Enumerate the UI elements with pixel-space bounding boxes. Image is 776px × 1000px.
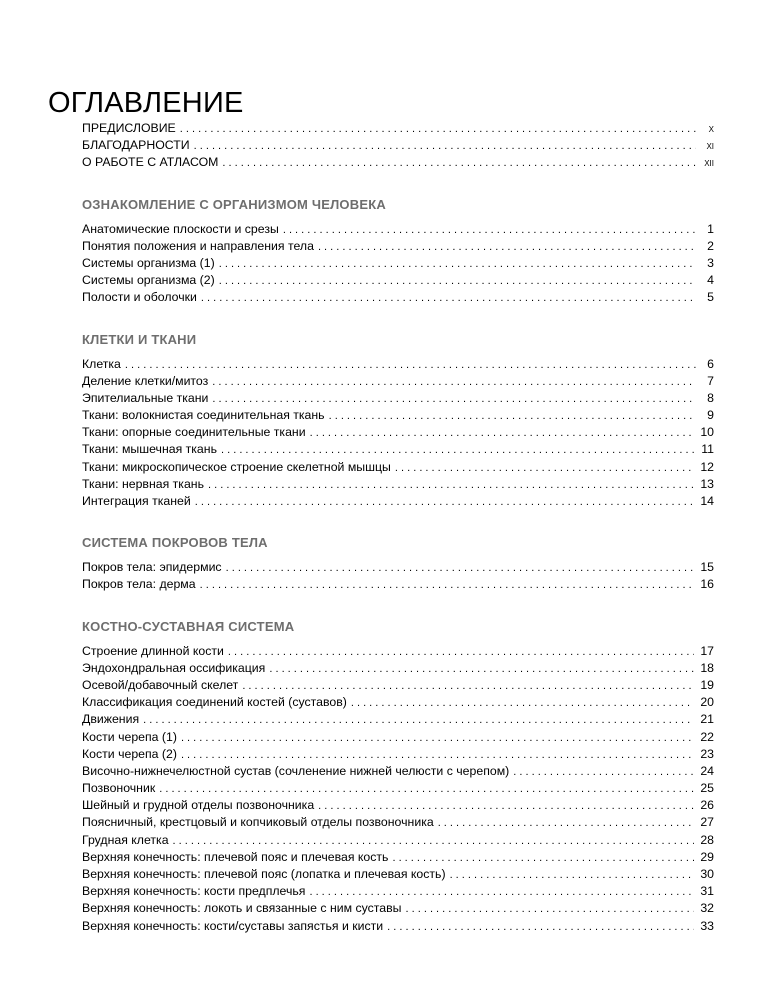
dot-leader	[242, 678, 694, 695]
toc-entry-page: 21	[700, 712, 714, 727]
toc-entry	[82, 814, 714, 831]
toc-entry	[82, 660, 714, 677]
toc-entry-page: 12	[700, 459, 714, 474]
toc-entry-label: Височно-нижнечелюстной сустав (сочленение нижней челюсти с черепом)	[82, 763, 510, 778]
dot-leader	[194, 138, 696, 155]
dot-leader	[181, 747, 694, 764]
dot-leader	[450, 867, 695, 884]
section-heading: ОЗНАКОМЛЕНИЕ С ОРГАНИЗМОМ ЧЕЛОВЕКА	[82, 196, 386, 212]
toc-entry-page: 29	[700, 849, 714, 864]
toc-entry	[82, 711, 714, 728]
dot-leader	[195, 494, 695, 511]
dot-leader	[212, 391, 696, 408]
toc-entry	[82, 763, 714, 780]
dot-leader	[309, 884, 694, 901]
dot-leader	[310, 425, 695, 442]
toc-entry-label: Ткани: волокнистая соединительная ткань	[82, 408, 325, 423]
toc-entry-label: Клетка	[82, 356, 121, 371]
toc-entry-label: Строение длинной кости	[82, 643, 224, 658]
toc-entry-label: Интеграция тканей	[82, 494, 191, 508]
toc-entry-label: Анатомические плоскости и срезы	[82, 221, 279, 236]
dot-leader	[201, 290, 696, 307]
toc-entry-label: О РАБОТЕ С АТЛАСОМ	[82, 155, 219, 170]
toc-entry	[82, 780, 714, 797]
toc-entry-label: Классификация соединений костей (суставов)	[82, 695, 347, 710]
toc-entry-page: 22	[700, 729, 714, 744]
toc-entry-label: Шейный и грудной отделы позвоночника	[82, 798, 315, 813]
toc-entry	[82, 832, 714, 849]
toc-entry-page: 17	[700, 643, 714, 658]
dot-leader	[222, 155, 696, 172]
toc-entry-page: 10	[700, 425, 714, 440]
dot-leader	[395, 460, 694, 477]
toc-entry-page: X	[708, 125, 714, 134]
dot-leader	[226, 560, 695, 577]
toc-entry-label: Деление клетки/митоз	[82, 373, 209, 388]
page-title: ОГЛАВЛЕНИЕ	[48, 87, 244, 120]
dot-leader	[351, 695, 694, 712]
toc-entry-label: Поясничный, крестцовый и копчиковый отделы позвоночника	[82, 815, 434, 830]
toc-entry-page: XI	[706, 142, 714, 152]
toc-entry	[82, 238, 714, 255]
toc-entry	[82, 221, 714, 238]
dot-leader	[125, 357, 696, 374]
toc-entry	[82, 373, 714, 390]
toc-entry-page: 5	[707, 290, 714, 305]
toc-entry-page: 2	[707, 238, 714, 253]
toc-entry-about-atlas	[82, 154, 714, 171]
toc-entry-page: 26	[700, 798, 714, 813]
dot-leader	[329, 408, 696, 425]
toc-entry	[82, 407, 714, 424]
toc-entry-page: 16	[700, 577, 714, 592]
toc-entry-label: Эндохондральная оссификация	[82, 660, 266, 675]
toc-entry	[82, 677, 714, 694]
dot-leader	[173, 833, 695, 850]
dot-leader	[212, 374, 696, 391]
toc-entry	[82, 441, 714, 458]
toc-entry-page: 7	[707, 373, 714, 388]
dot-leader	[318, 798, 694, 815]
toc-entry-label: Ткани: нервная ткань	[82, 476, 204, 491]
front-matter-list	[82, 120, 714, 172]
dot-leader	[269, 661, 694, 678]
toc-entry-page: 28	[700, 832, 714, 847]
toc-entry-label: Верхняя конечность: кости/суставы запястья и кисти	[82, 918, 384, 933]
toc-entry	[82, 559, 714, 576]
dot-leader	[143, 712, 694, 729]
toc-entry-page: 15	[700, 560, 714, 575]
toc-entry-page: 13	[700, 476, 714, 491]
toc-entry-page: 33	[700, 918, 714, 933]
dot-leader	[200, 577, 695, 594]
toc-entry	[82, 643, 714, 660]
toc-entry	[82, 390, 714, 407]
toc-entry-page: 4	[707, 273, 714, 288]
dot-leader	[283, 222, 696, 239]
toc-entry	[82, 918, 714, 935]
toc-entry-page: 27	[700, 815, 714, 830]
toc-entry	[82, 356, 714, 373]
toc-entry-page: 32	[700, 901, 714, 916]
toc-section	[82, 332, 714, 511]
dot-leader	[219, 273, 696, 290]
dot-leader	[318, 239, 696, 256]
toc-entry-label: Верхняя конечность: локоть и связанные с ним суставы	[82, 901, 402, 916]
toc-entry-page: 14	[700, 494, 714, 508]
toc-entry-label: Ткани: мышечная ткань	[82, 442, 217, 457]
toc-entry	[82, 797, 714, 814]
toc-entry-page: 20	[700, 695, 714, 710]
toc-entry-page: XII	[704, 159, 714, 169]
dot-leader	[180, 121, 696, 138]
toc-entry	[82, 289, 714, 306]
dot-leader	[208, 477, 694, 494]
toc-entry-label: Понятия положения и направления тела	[82, 238, 314, 253]
toc-entry	[82, 459, 714, 476]
toc-entry-label: Эпителиальные ткани	[82, 390, 209, 405]
toc-entry-label: Грудная клетка	[82, 832, 169, 847]
toc-entry-label: Верхняя конечность: плечевой пояс и плечевая кость	[82, 849, 389, 864]
toc-entry-label: Позвоночник	[82, 781, 156, 796]
toc-entry-label: Верхняя конечность: кости предплечья	[82, 884, 306, 899]
toc-entry	[82, 476, 714, 493]
toc-entry-page: 6	[707, 356, 714, 371]
toc-entry-label: Кости черепа (1)	[82, 729, 177, 744]
toc-entry	[82, 746, 714, 763]
dot-leader	[438, 815, 695, 832]
toc-entry-page: 1	[707, 221, 714, 236]
toc-entry-acknowledgements	[82, 137, 714, 154]
toc-entry-page: 23	[700, 746, 714, 761]
toc-entry	[82, 729, 714, 746]
dot-leader	[181, 730, 694, 747]
toc-entry-label: Системы организма (1)	[82, 255, 215, 270]
section-heading: КОСТНО-СУСТАВНАЯ СИСТЕМА	[82, 618, 295, 634]
toc-entry	[82, 866, 714, 883]
toc-entry-label: ПРЕДИСЛОВИЕ	[82, 121, 176, 135]
toc-section	[82, 619, 714, 935]
dot-leader	[406, 901, 695, 918]
dot-leader	[387, 919, 694, 936]
toc-entry-page: 9	[707, 408, 714, 423]
toc-entry	[82, 900, 714, 917]
toc-entry-page: 31	[700, 884, 714, 899]
toc-entry-label: Движения	[82, 712, 140, 727]
toc-entry	[82, 255, 714, 272]
dot-leader	[392, 850, 694, 867]
dot-leader	[159, 781, 694, 798]
dot-leader	[219, 256, 696, 273]
toc-entry-page: 24	[700, 763, 714, 778]
toc-entry-label: Кости черепа (2)	[82, 746, 177, 761]
toc-entry	[82, 883, 714, 900]
dot-leader	[513, 764, 694, 781]
toc-entry-page: 11	[701, 442, 714, 457]
toc-entry-preface	[82, 120, 714, 137]
toc-entry	[82, 849, 714, 866]
toc-section	[82, 535, 714, 593]
toc-entry-label: БЛАГОДАРНОСТИ	[82, 138, 190, 153]
toc-entry	[82, 694, 714, 711]
toc-entry	[82, 576, 714, 593]
dot-leader	[228, 644, 694, 661]
toc-entry	[82, 424, 714, 441]
section-heading: СИСТЕМА ПОКРОВОВ ТЕЛА	[82, 535, 268, 551]
toc-entry	[82, 493, 714, 510]
table-of-contents	[82, 120, 714, 935]
toc-entry-page: 30	[700, 867, 714, 881]
toc-entry-label: Полости и оболочки	[82, 290, 197, 305]
toc-entry-label: Ткани: опорные соединительные ткани	[82, 425, 306, 440]
toc-entry-label: Ткани: микроскопическое строение скелетной мышцы	[82, 459, 391, 474]
dot-leader	[221, 442, 695, 459]
toc-entry-label: Системы организма (2)	[82, 273, 215, 288]
section-heading: КЛЕТКИ И ТКАНИ	[82, 331, 197, 347]
toc-entry-label: Осевой/добавочный скелет	[82, 677, 239, 692]
toc-entry-page: 18	[700, 660, 714, 675]
toc-sections	[82, 197, 714, 935]
toc-entry-page: 3	[707, 255, 714, 270]
toc-entry	[82, 272, 714, 289]
toc-entry-label: Покров тела: эпидермис	[82, 560, 222, 575]
toc-entry-page: 8	[707, 390, 714, 405]
toc-entry-label: Верхняя конечность: плечевой пояс (лопатка и плечевая кость)	[82, 867, 446, 881]
toc-entry-page: 19	[700, 677, 714, 692]
toc-section	[82, 197, 714, 307]
toc-entry-label: Покров тела: дерма	[82, 577, 196, 592]
toc-entry-page: 25	[700, 781, 714, 796]
